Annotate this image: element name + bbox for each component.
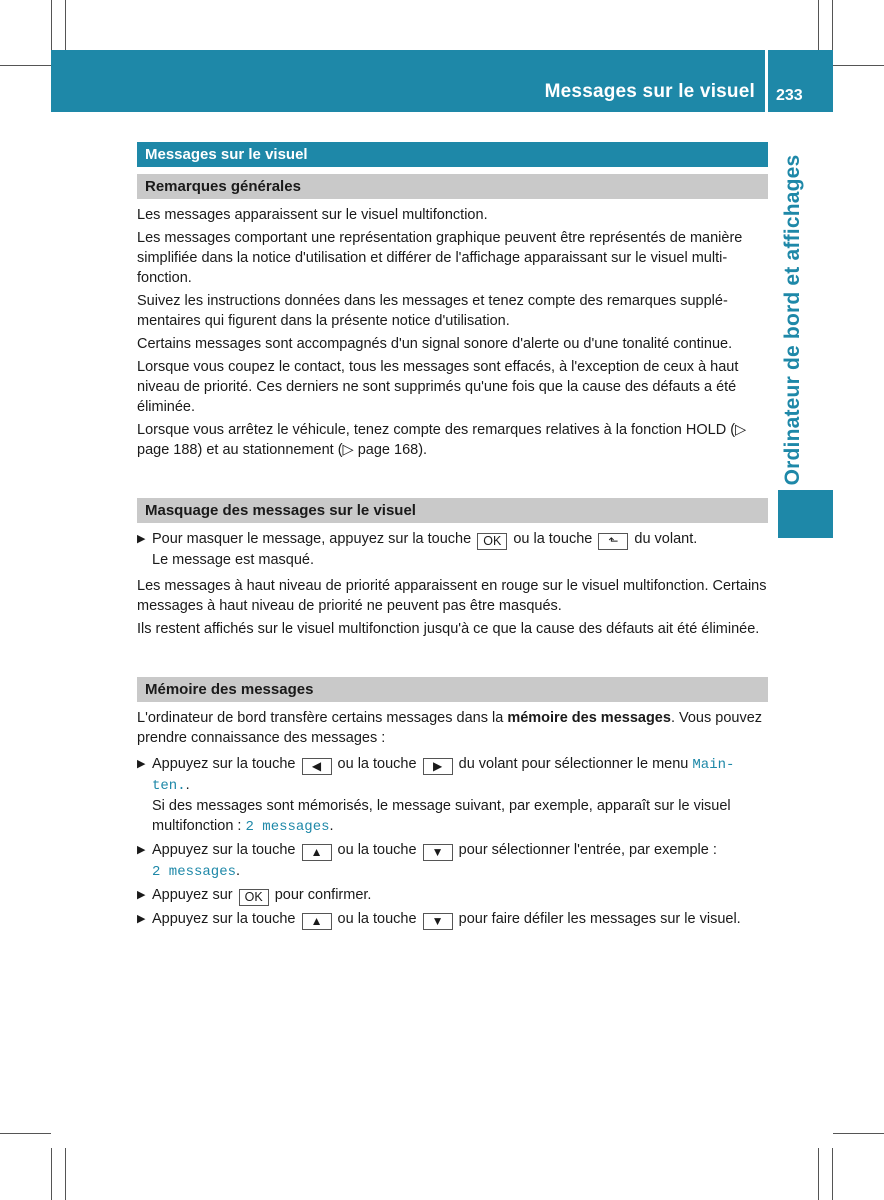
back-key-icon: ⬑ <box>598 533 628 550</box>
left-key-icon: ◀ <box>302 758 332 775</box>
page-number-box <box>768 50 833 112</box>
page-content <box>137 142 768 930</box>
paragraph: Les messages comportant une représentation graphique peuvent être représentés de manière simplifiée dans la notice d'utilisation et différer de l'affichage apparaissant sur le visuel multi-fonction. <box>137 230 743 286</box>
display-message-text: 2 messages <box>152 864 237 880</box>
crop-mark <box>51 0 52 50</box>
chapter-tab-marker <box>778 490 833 538</box>
paragraph: Les messages apparaissent sur le visuel multifonction. <box>137 207 488 223</box>
instruction-step: ▶ Appuyez sur OK pour confirmer. <box>137 887 372 904</box>
crop-mark <box>0 65 51 66</box>
page-number: 233 <box>776 87 803 104</box>
section-heading-masking: Masquage des messages sur le visuel <box>137 498 768 523</box>
crop-mark <box>65 0 66 50</box>
instruction-step: ▶ Appuyez sur la touche ▲ ou la touche ▼ pour sélectionner l'entrée, par exemple : 2 messages. <box>137 842 717 880</box>
paragraph: Lorsque vous arrêtez le véhicule, tenez compte des remarques relatives à la fonction HOLD (▷ page 188) et au stationnement (▷ page 168). <box>137 422 747 458</box>
step-result: Le message est masqué. <box>152 552 315 568</box>
crop-mark <box>0 1133 51 1134</box>
section-heading-main: Messages sur le visuel <box>137 142 768 167</box>
ok-key-icon: OK <box>477 533 507 550</box>
paragraph: Les messages à haut niveau de priorité apparaissent en rouge sur le visuel multifonction. Certains messages à haut niveau de priorité ne peuvent pas être masqués. <box>137 578 767 614</box>
crop-mark <box>65 1148 66 1200</box>
crop-mark <box>833 65 884 66</box>
bullet-arrow-icon: ▶ <box>137 533 146 545</box>
paragraph: L'ordinateur de bord transfère certains messages dans la mémoire des messages. Vous pouvez prendre connaissance des messages : <box>137 710 763 746</box>
section-heading-memory: Mémoire des messages <box>137 677 768 702</box>
down-key-icon: ▼ <box>423 913 453 930</box>
instruction-step: ▶ Appuyez sur la touche ◀ ou la touche ▶ du volant pour sélectionner le menu Main-ten.. Si des messages sont mémorisés, le message suivant, par exemple, apparaît sur le visuel multifonction : 2 messages. <box>137 756 735 835</box>
crop-mark <box>832 0 833 50</box>
chapter-side-label <box>768 150 818 490</box>
display-message-text: 2 messages <box>245 819 330 835</box>
down-key-icon: ▼ <box>423 844 453 861</box>
bullet-arrow-icon: ▶ <box>137 889 146 901</box>
up-key-icon: ▲ <box>302 913 332 930</box>
chapter-title: Ordinateur de bord et affichages <box>781 154 804 486</box>
crop-mark <box>833 1133 884 1134</box>
crop-mark <box>818 0 819 50</box>
paragraph: Ils restent affichés sur le visuel multifonction jusqu'à ce que la cause des défauts ait été éliminée. <box>137 621 760 637</box>
ok-key-icon: OK <box>239 889 269 906</box>
crop-mark <box>51 1148 52 1200</box>
paragraph: Certains messages sont accompagnés d'un signal sonore d'alerte ou d'une tonalité continue. <box>137 336 733 352</box>
bullet-arrow-icon: ▶ <box>137 844 146 856</box>
paragraph: Suivez les instructions données dans les messages et tenez compte des remarques supplé-mentaires qui figurent dans la présente notice d'utilisation. <box>137 293 728 329</box>
crop-mark <box>818 1148 819 1200</box>
bullet-arrow-icon: ▶ <box>137 758 146 770</box>
display-menu-text: Main-ten. <box>152 757 735 794</box>
instruction-step: ▶ Appuyez sur la touche ▲ ou la touche ▼ pour faire défiler les messages sur le visuel. <box>137 911 741 928</box>
bold-term: mémoire des messages <box>507 710 671 726</box>
paragraph: Lorsque vous coupez le contact, tous les messages sont effacés, à l'exception de ceux à haut niveau de priorité. Ces derniers ne sont supprimés qu'une fois que la cause des défauts a été éliminée. <box>137 359 739 415</box>
up-key-icon: ▲ <box>302 844 332 861</box>
section-heading-general: Remarques générales <box>137 174 768 199</box>
right-key-icon: ▶ <box>423 758 453 775</box>
crop-mark <box>832 1148 833 1200</box>
page-header <box>51 50 765 112</box>
page-title: Messages sur le visuel <box>544 81 755 102</box>
bullet-arrow-icon: ▶ <box>137 913 146 925</box>
instruction-step: ▶ Pour masquer le message, appuyez sur la touche OK ou la touche ⬑ du volant. Le message est masqué. <box>137 531 698 568</box>
